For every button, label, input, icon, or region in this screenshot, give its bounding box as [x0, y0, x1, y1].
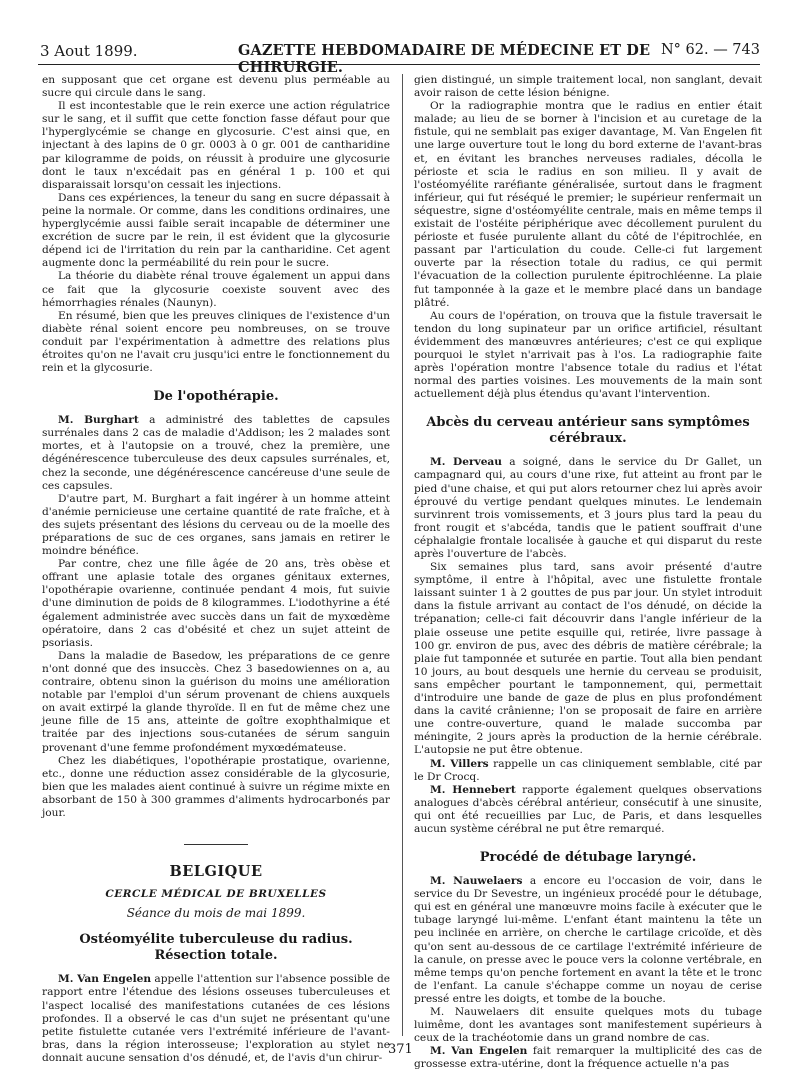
section-divider	[184, 844, 248, 845]
issue-number: N° 62. — 743	[660, 42, 760, 58]
paragraph: Chez les diabétiques, l'opothérapie prostatique, ovarienne, etc., donne une réduction assez considérable de la glycosurie, bien que les malades aient continué à suivre un régime mixte en absorbant de 150 à 300 grammes d'aliments hydrocarbonés par jour.	[42, 754, 390, 819]
page-number: 371	[388, 1042, 413, 1057]
paragraph: en supposant que cet organe est devenu plus perméable au sucre qui circule dans le sang.	[42, 74, 390, 100]
society-heading: CERCLE MÉDICAL DE BRUXELLES	[105, 888, 327, 901]
right-column	[414, 74, 762, 1071]
author-name: M. Van Engelen	[58, 973, 152, 986]
paragraph: La théorie du diabète rénal trouve également un appui dans ce fait que la glycosurie coexiste souvent avec des hémorrhagies rénales (Naunyn).	[42, 270, 390, 309]
country-heading: BELGIQUE	[169, 863, 263, 881]
author-name: M. Burghart	[58, 414, 139, 427]
section-heading-abces: Abcès du cerveau antérieur sans symptômes cérébraux.	[426, 415, 750, 447]
paragraph: Au cours de l'opération, on trouva que la fistule traversait le tendon du long supinateur par un orifice artificiel, résultant évidemment des manœuvres antérieures; c'est ce qui explique pourquoi le stylet n'arrivait pas à l'os. La radiographie faite après l'opération montre l'absence totale du radius et l'état normal des parties voisines. Les mouvements de la main sont actuellement déjà plus étendus qu'avant l'intervention.	[414, 309, 762, 401]
paragraph	[42, 973, 390, 1065]
paragraph: Dans ces expériences, la teneur du sang en sucre dépassait à peine la normale. Or comme, dans les conditions ordinaires, une hyperglycémie aussi faible serait incapable de déterminer une excrétion de sucre par le rein, il est évident que la glycosurie dépend ici de l'irritation du rein par la cantharidine. Cet agent augmente donc la perméabilité du rein pour le sucre.	[42, 191, 390, 270]
column-divider	[402, 74, 403, 1036]
paragraph: D'autre part, M. Burghart a fait ingérer à un homme atteint d'anémie pernicieuse une certaine quantité de rate fraîche, et à des sujets présentant des lésions du cerveau ou de la moelle des préparations de suc de ces organes, sans jamais en retirer le moindre bénéfice.	[42, 492, 390, 558]
journal-title: GAZETTE HEBDOMADAIRE DE MÉDECINE ET DE CHIRURGIE.	[238, 42, 651, 76]
paragraph: M. Nauwelaers dit ensuite quelques mots du tubage luimême, dont les avantages sont manifestement supérieurs à ceux de la trachéotomie dans un grand nombre de cas.	[414, 1006, 762, 1045]
paragraph: Or la radiographie montra que le radius en entier était malade; au lieu de se borner à l'incision et au curetage de la fistule, qui ne semblait pas exiger davantage, M. Van Engelen fit une large ouverture tout le long du bord externe de l'avant-bras et, en évitant les branches nerveuses radiales, décolla le périoste et scia le radius en son milieu. Il y avait de l'ostéomyélite raréfiante généralisée, surtout dans le fragment inférieur, qui fut réséqué le premier; le supérieur renfermait un séquestre, signe d'ostéomyélite centrale, mais en même temps il existait de l'ostéite périphérique avec décollement purulent du périoste et fusée purulente allant du côté de l'épitrochlée, en passant par l'articulation du coude. Celle-ci fut largement ouverte par la résection totale du radius, ce qui permit l'évacuation de la collection purulente épitrochléenne. La plaie fut tamponnée à la gaze et le membre placé dans un bandage plâtré.	[414, 100, 762, 309]
paragraph	[414, 456, 762, 561]
paragraph-text: fait remarquer la multiplicité des cas de grossesse extra-utérine, dont la fréquence actuelle n'a pas	[414, 1045, 762, 1071]
paragraph: Six semaines plus tard, sans avoir présenté d'autre symptôme, il entre à l'hôpital, avec une fistulette frontale laissant suinter 1 à 2 gouttes de pus par jour. Un stylet introduit dans la fistule arrivant au contact de l'os dénudé, on décide la trépanation; celle-ci fait découvrir dans l'angle inférieur de la plaie osseuse une petite esquille qui, retirée, livre passage à 100 gr. environ de pus, avec des débris de matière cérébrale; la plaie fut tamponnée et suturée en partie. Tout alla bien pendant 10 jours, au bout desquels une hernie du cerveau se produisit, sans empêcher pourtant le tamponnement, qui, permettait d'introduire une bande de gaze de plus en plus profondément dans la cavité crânienne; l'on se proposait de faire en arrière une contre-ouverture, quand le malade succomba par méningite, 2 jours après la production de la hernie cérébrale. L'autopsie ne put être obtenue.	[414, 561, 762, 757]
author-name: M. Derveau	[430, 456, 502, 469]
author-name: M. Hennebert	[430, 783, 516, 796]
section-heading-detubage: Procédé de détubage laryngé.	[479, 850, 697, 866]
paragraph	[414, 784, 762, 836]
section-heading-osteomyelite: Ostéomyélite tuberculeuse du radius. Résection totale.	[79, 932, 353, 964]
section-heading-opotherapie: De l'opothérapie.	[153, 389, 279, 405]
paragraph	[414, 1045, 762, 1071]
author-name: M. Van Engelen	[430, 1045, 528, 1058]
paragraph-text: a encore eu l'occasion de voir, dans le service du Dr Sevestre, un ingénieux procédé pour le détubage, qui est en général une manœuvre moins facile à exécuter que le tubage laryngé lui-même. L'enfant étant maintenu la tête un peu inclinée en arrière, on cherche le cartilage cricoïde, et dès qu'on sent au-dessous de ce cartilage l'extrémité inférieure de la canule, on presse avec le pouce vers la colonne vertébrale, en même temps qu'on penche fortement en avant la tête et le tronc de l'enfant. La canule s'échappe comme un noyau de cerise pressé entre les doigts, et tombe de la bouche.	[414, 875, 762, 1005]
paragraph: En résumé, bien que les preuves cliniques de l'existence d'un diabète rénal soient encore peu nombreuses, on se trouve conduit par l'expérimentation à admettre des relations plus étroites qu'on ne l'avait cru jusqu'ici entre le fonctionnement du rein et la glycosurie.	[42, 309, 390, 375]
session-date: Séance du mois de mai 1899.	[126, 906, 306, 921]
paragraph-text: a soigné, dans le service du Dr Gallet, un campagnard qui, au cours d'une rixe, fut atteint au front par le pied d'une chaise, et qui put alors retourner chez lui après avoir éprouvé du vertige pendant quelques minutes. Le lendemain survinrent trois vomissements, et 3 jours plus tard la peau du front rougit et s'abcéda, tandis que le patient souffrait d'une céphalalgie frontale localisée à gauche et qui disparut du reste après l'ouverture de l'abcès.	[414, 456, 762, 560]
paragraph: Il est incontestable que le rein exerce une action régulatrice sur le sang, et il suffit que cette fonction fasse défaut pour que l'hyperglycémie se change en glycosurie. C'est ainsi que, en injectant à des lapins de 0 gr. 0003 à 0 gr. 001 de cantharidine par kilogramme de poids, on réussit à produire une glycosurie dont le taux n'excédait pas en général 1 p. 100 et qui disparaissait lorsqu'on cessait les injections.	[42, 100, 390, 191]
paragraph-text: appelle l'attention sur l'absence possible de rapport entre l'étendue des lésions osseuses tuberculeuses et l'aspect localisé des manifestations cutanées de ces lésions profondes. Il a observé le cas d'un sujet ne présentant qu'une petite fistulette cutanée vers l'extrémité inférieure de l'avant-bras, dans la région interosseuse; l'exploration au stylet ne donnait aucune sensation d'os dénudé, et, de l'avis d'un chirur-	[42, 973, 390, 1064]
paragraph: Par contre, chez une fille âgée de 20 ans, très obèse et offrant une aplasie totale des organes génitaux externes, l'opothérapie ovarienne, continuée pendant 4 mois, fut suivie d'une diminution de poids de 8 kilogrammes. L'iodothyrine a été également administrée avec succès dans un fait de myxœdème opératoire, dans 2 cas d'obésité et chez un sujet atteint de psoriasis.	[42, 558, 390, 649]
running-header	[38, 40, 760, 76]
paragraph-text: a administré des tablettes de capsules surrénales dans 2 cas de maladie d'Addison; les 2 malades sont mortes, et à l'autopsie on a trouvé, chez la première, une dégénérescence tuberculeuse des deux capsules surrénales, et, chez la seconde, une dégénérescence cancéreuse d'une seule de ces capsules.	[42, 414, 390, 492]
paragraph: gien distingué, un simple traitement local, non sanglant, devait avoir raison de cette lésion bénigne.	[414, 74, 762, 100]
paragraph	[42, 414, 390, 493]
left-column	[42, 74, 390, 1065]
paragraph: Dans la maladie de Basedow, les préparations de ce genre n'ont donné que des insuccès. Chez 3 basedowiennes on a, au contraire, obtenu sinon la guérison du moins une amélioration notable par l'emploi d'un sérum provenant de chiens auxquels on avait extirpé la glande thyroïde. Il en fut de même chez une jeune fille de 15 ans, atteinte de goître exophthalmique et traitée par des injections sous-cutanées de sérum sanguin provenant d'une femme profondément myxœdémateuse.	[42, 649, 390, 754]
paragraph-text: rapporte également quelques observations analogues d'abcès cérébral antérieur, consécutif à une sinusite, qui ont été recueillies par Luc, de Paris, et dans lesquelles aucun système cérébral ne put être remarqué.	[414, 783, 762, 835]
paragraph	[414, 875, 762, 1006]
paragraph	[414, 758, 762, 784]
paragraph-text: rappelle un cas cliniquement semblable, cité par le Dr Crocq.	[414, 757, 763, 783]
author-name: M. Villers	[430, 757, 489, 770]
author-name: M. Nauwelaers	[430, 875, 523, 888]
issue-date: 3 Aout 1899.	[40, 42, 138, 60]
